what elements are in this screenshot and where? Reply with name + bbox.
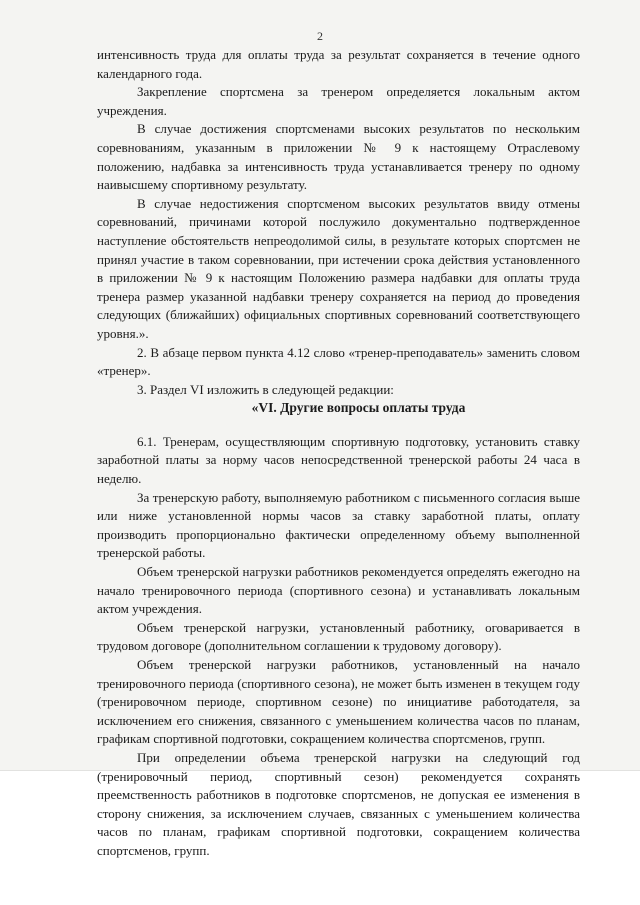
section-heading: «VI. Другие вопросы оплаты труда [251, 400, 466, 416]
paragraph-item-2: 2. В абзаце первом пункта 4.12 слово «тренер-преподаватель» заменить словом «тренер». [97, 344, 580, 379]
document-body [97, 46, 580, 861]
paragraph-workload-next-year: При определении объема тренерской нагрузки на следующий год (тренировочный период, спортивный сезон) рекомендуется сохранять преемственность работников в подготовке спортсменов, не допуская ее изменения в сторону снижения, за исключением случаев, связанных с уменьшением количества часов по планам, графикам спортивной подготовки, сокращением количества спортсменов, групп. [97, 749, 580, 858]
paragraph-6-1: 6.1. Тренерам, осуществляющим спортивную подготовку, установить ставку заработной платы за норму часов непосредственной тренерской работы 24 часа в неделю. [97, 433, 580, 487]
paragraph-athlete-assignment: Закрепление спортсмена за тренером определяется локальным актом учреждения. [97, 84, 580, 118]
paragraph-workload-change: Объем тренерской нагрузки работников, установленный на начало тренировочного периода (спортивного сезона), не может быть изменен в текущем году (тренировочном периоде, спортивном сезоне) по инициативе работодателя, за исключением его снижения, связанного с уменьшением количества часов по планам, графикам спортивной подготовки, сокращением количества спортсменов, групп. [97, 657, 580, 747]
paragraph-force-majeure: В случае недостижения спортсменом высоких результатов ввиду отмены соревнований, причинами которой послужило документально подтвержденное наступление обстоятельств непреодолимой силы, в результате которых спортсмен не принял участие в таком соревновании, при истечении срока действия установленного в приложении № 9 к настоящим Положению размера надбавки для оплаты труда тренера размер указанной надбавки тренеру сохраняется на период до проведения следующих (ближайших) официальных спортивных соревнований соответствующего уровня.». [97, 195, 580, 341]
paragraph-item-3: 3. Раздел VI изложить в следующей редакции: [137, 381, 394, 397]
page-number: 2 [317, 29, 323, 43]
paragraph-workload-determination: Объем тренерской нагрузки работников рекомендуется определять ежегодно на начало тренировочного периода (спортивного сезона) и устанавливать локальным актом учреждения. [97, 564, 580, 617]
paragraph-continuation: интенсивность труда для оплаты труда за результат сохраняется в течение одного календарного года. [97, 47, 580, 81]
paragraph-coach-work: За тренерскую работу, выполняемую работником с письменного согласия выше или ниже установленной нормы часов за ставку заработной платы, оплату производить пропорционально фактически определенному объему выполненной тренерской работы. [97, 489, 580, 561]
paragraph-workload-contract: Объем тренерской нагрузки, установленный работнику, оговаривается в трудовом договоре (дополнительном соглашении к трудовому договору). [97, 619, 580, 654]
paragraph-high-results: В случае достижения спортсменами высоких результатов по нескольким соревнованиям, указанным в приложении № 9 к настоящему Отраслевому положению, надбавка за интенсивность труда устанавливается тренеру по одному наивысшему спортивному результату. [97, 121, 580, 193]
